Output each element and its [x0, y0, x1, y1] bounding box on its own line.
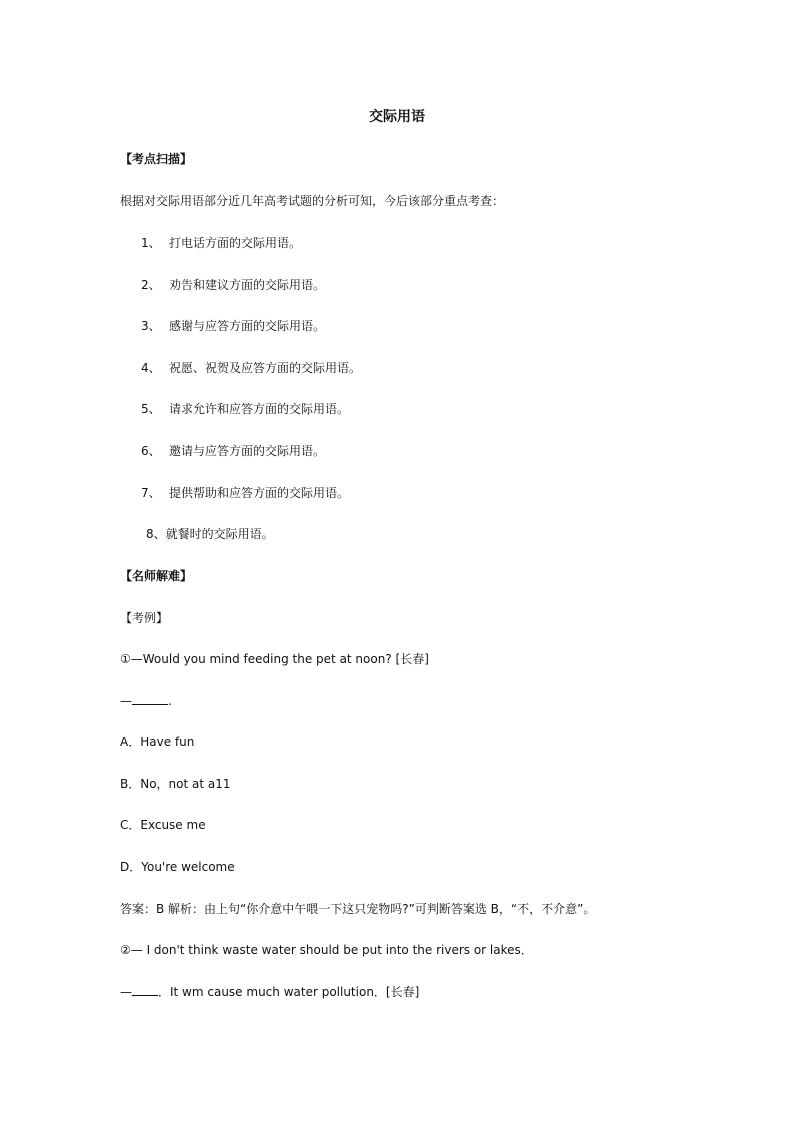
option-a: A．Have fun [120, 735, 195, 749]
list-item-number: 4、 [141, 361, 161, 375]
list-item-number: 6、 [141, 444, 161, 458]
list-item [141, 318, 325, 334]
list-item [141, 485, 349, 501]
list-item-number: 2、 [141, 278, 161, 292]
list-item [141, 360, 361, 376]
list-item-text: 祝愿、祝贺及应答方面的交际用语。 [169, 361, 362, 375]
list-item-text: 请求允许和应答方面的交际用语。 [169, 402, 350, 416]
reply-dash: — [120, 985, 132, 999]
section-heading-exam-points: 【考点扫描】 [120, 152, 193, 166]
option-d: D．You're welcome [120, 860, 235, 874]
question-1-reply [120, 693, 172, 709]
list-item-number: 1、 [141, 236, 161, 250]
option-b: B．No，not at a11 [120, 777, 231, 791]
example-heading: 【考例】 [120, 611, 169, 625]
answer-blank [132, 985, 158, 996]
question-2-prompt: ②— I don't think waste water should be put into the rivers or lakes． [120, 943, 533, 957]
list-item-text: 劝告和建议方面的交际用语。 [169, 278, 326, 292]
list-item [141, 443, 325, 459]
list-item-number: 3、 [141, 319, 161, 333]
list-item-text: 就餐时的交际用语。 [165, 527, 274, 541]
list-item-text: 提供帮助和应答方面的交际用语。 [169, 486, 350, 500]
intro-paragraph: 根据对交际用语部分近几年高考试题的分析可知，今后该部分重点考查： [120, 194, 505, 208]
list-item-text: 邀请与应答方面的交际用语。 [169, 444, 326, 458]
question-2-reply [120, 984, 419, 1000]
list-item [146, 526, 274, 542]
list-item-number: 5、 [141, 402, 161, 416]
reply-suffix: . [168, 694, 172, 708]
list-item [141, 401, 349, 417]
answer-blank [132, 694, 168, 705]
list-item-number: 8、 [146, 527, 166, 541]
option-c: C．Excuse me [120, 818, 206, 832]
section-heading-teacher-notes: 【名师解难】 [120, 569, 193, 583]
list-item [141, 277, 325, 293]
reply-suffix: ．It wm cause much water pollution．[长春] [158, 985, 420, 999]
list-item-text: 打电话方面的交际用语。 [169, 236, 302, 250]
question-1-answer: 答案：B 解析：由上句“你介意中午喂一下这只宠物吗?”可判断答案选 B，“不，不介意”。 [120, 902, 596, 916]
question-1-prompt: ①—Would you mind feeding the pet at noon? [长春] [120, 652, 429, 666]
reply-dash: — [120, 694, 132, 708]
list-item-text: 感谢与应答方面的交际用语。 [169, 319, 326, 333]
list-item-number: 7、 [141, 486, 161, 500]
document-title: 交际用语 [369, 109, 425, 125]
list-item [141, 235, 301, 251]
